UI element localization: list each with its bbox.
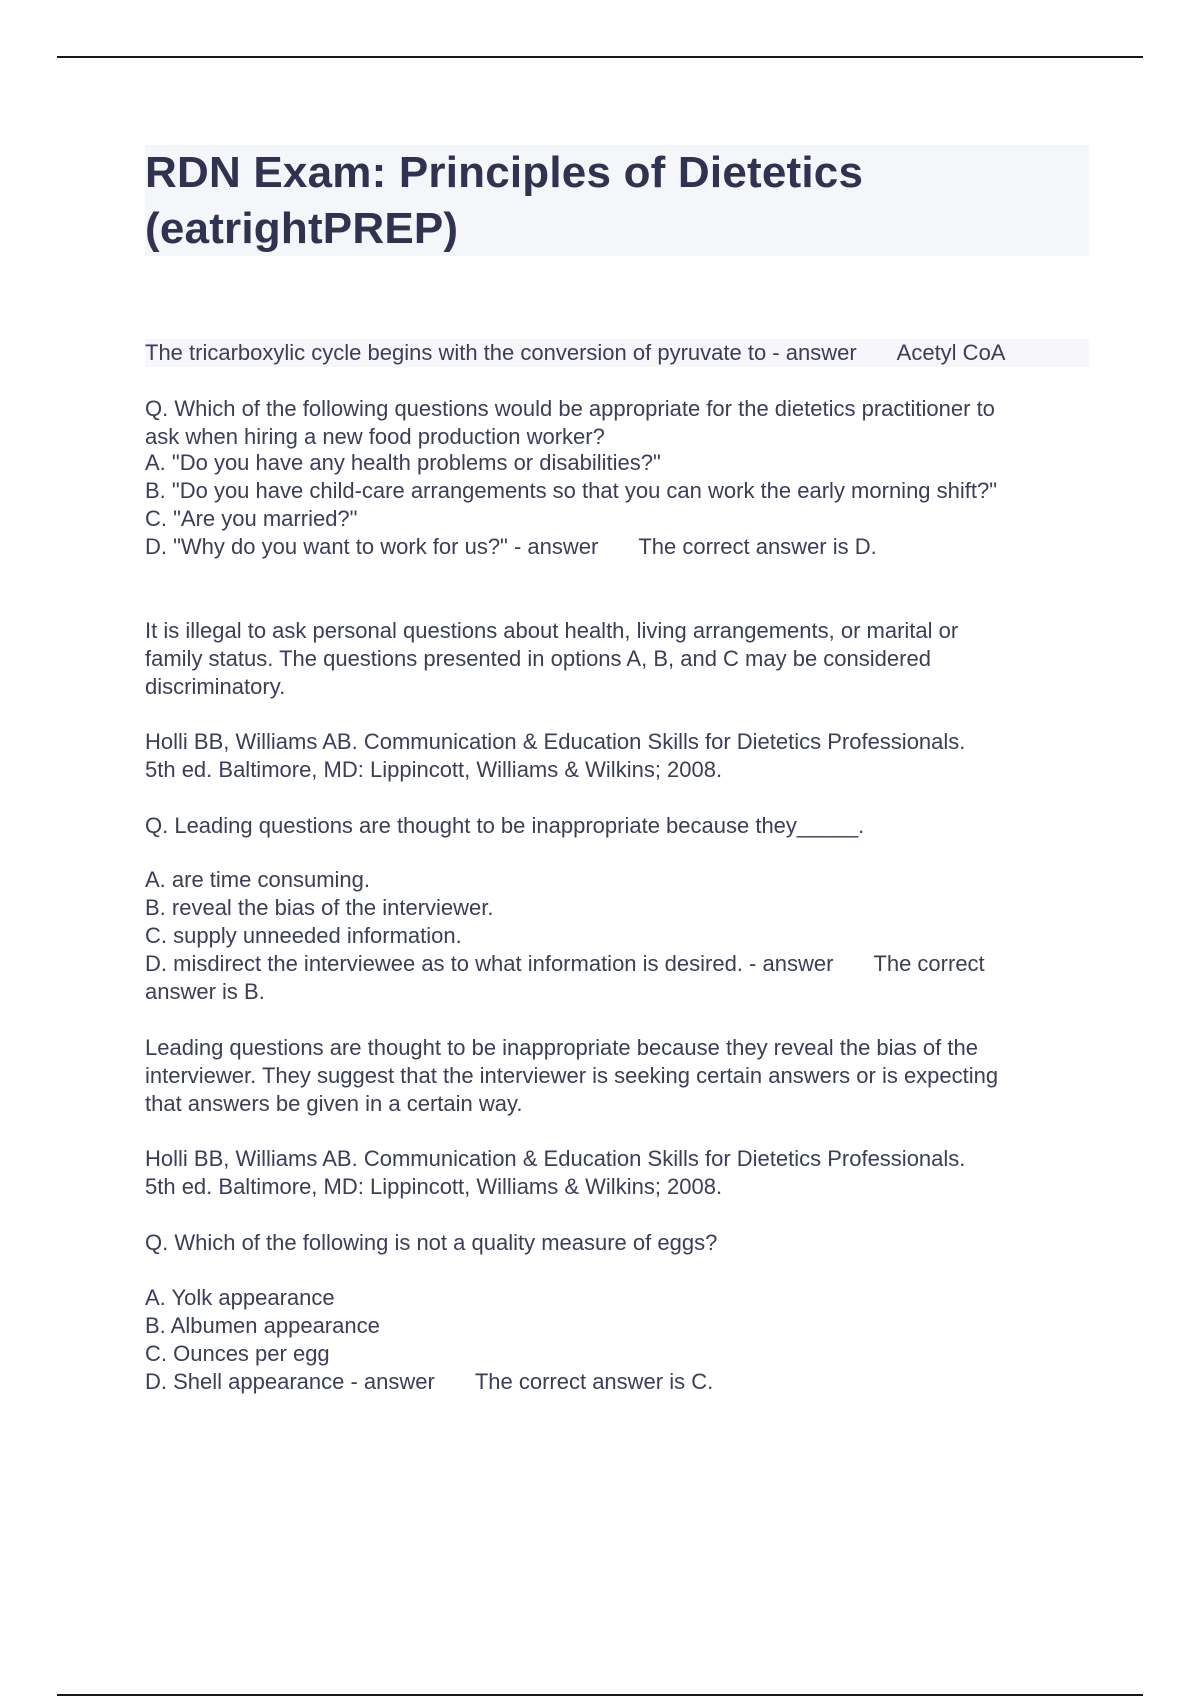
question-2-options: [145, 449, 1089, 561]
option-a: A. Yolk appearance: [145, 1285, 335, 1310]
option-d: D. "Why do you want to work for us?" - answer: [145, 534, 599, 559]
reference-line: 5th ed. Baltimore, MD: Lippincott, Williams & Wilkins; 2008.: [145, 757, 723, 782]
option-d: D. Shell appearance - answer: [145, 1369, 435, 1394]
top-rule: [57, 56, 1143, 58]
question-3-answer: The correct: [873, 951, 985, 976]
question-3: [145, 812, 1089, 840]
question-1-answer: Acetyl CoA: [896, 340, 1006, 365]
option-d-line: [145, 533, 1089, 561]
option-c: C. "Are you married?": [145, 506, 358, 531]
question-1-line: [145, 339, 1089, 367]
question-4-text: Q. Which of the following is not a quality measure of eggs?: [145, 1230, 718, 1255]
document-body: [145, 145, 1089, 1394]
option-a: A. "Do you have any health problems or disabilities?": [145, 450, 661, 475]
option-d: D. misdirect the interviewee as to what information is desired. - answer: [145, 951, 834, 976]
question-3-explanation: [145, 1034, 1089, 1118]
question-1: [145, 339, 1089, 367]
option-a: A. are time consuming.: [145, 867, 370, 892]
question-3-text: Q. Leading questions are thought to be inappropriate because they_____.: [145, 813, 865, 838]
question-2-line: ask when hiring a new food production worker?: [145, 424, 605, 449]
question-4: [145, 1229, 1089, 1257]
reference-line: Holli BB, Williams AB. Communication & Education Skills for Dietetics Professionals.: [145, 1146, 966, 1171]
question-2-explanation: [145, 617, 1089, 701]
question-2-reference: [145, 728, 1089, 784]
option-b: B. "Do you have child-care arrangements so that you can work the early morning shift?": [145, 478, 998, 503]
reference-line: Holli BB, Williams AB. Communication & Education Skills for Dietetics Professionals.: [145, 729, 966, 754]
document-title: [145, 145, 1089, 256]
question-3-options: [145, 866, 1089, 1006]
explanation-line: It is illegal to ask personal questions about health, living arrangements, or marital or: [145, 618, 959, 643]
question-4-options: [145, 1284, 1089, 1396]
reference-line: 5th ed. Baltimore, MD: Lippincott, Williams & Wilkins; 2008.: [145, 1174, 723, 1199]
question-3-reference: [145, 1145, 1089, 1201]
title-line-2: (eatrightPREP): [145, 204, 459, 253]
option-c: C. supply unneeded information.: [145, 923, 462, 948]
question-4-answer: The correct answer is C.: [474, 1369, 714, 1394]
question-1-text: The tricarboxylic cycle begins with the conversion of pyruvate to - answer: [145, 340, 857, 365]
bottom-rule: [57, 1694, 1143, 1696]
option-d-line: [145, 1368, 1089, 1396]
option-c: C. Ounces per egg: [145, 1341, 330, 1366]
question-2-answer: The correct answer is D.: [638, 534, 877, 559]
option-b: B. reveal the bias of the interviewer.: [145, 895, 494, 920]
question-2: [145, 395, 1089, 451]
explanation-line: family status. The questions presented in options A, B, and C may be considered: [145, 646, 931, 671]
option-b: B. Albumen appearance: [145, 1313, 380, 1338]
title-line-1: RDN Exam: Principles of Dietetics: [145, 148, 864, 197]
explanation-line: discriminatory.: [145, 674, 286, 699]
option-d-line: [145, 950, 1089, 978]
question-3-answer-cont: answer is B.: [145, 979, 265, 1004]
explanation-line: that answers be given in a certain way.: [145, 1091, 523, 1116]
explanation-line: Leading questions are thought to be inappropriate because they reveal the bias of the: [145, 1035, 978, 1060]
explanation-line: interviewer. They suggest that the interviewer is seeking certain answers or is expecting: [145, 1063, 999, 1088]
question-2-line: Q. Which of the following questions would be appropriate for the dietetics practitioner to: [145, 396, 995, 421]
